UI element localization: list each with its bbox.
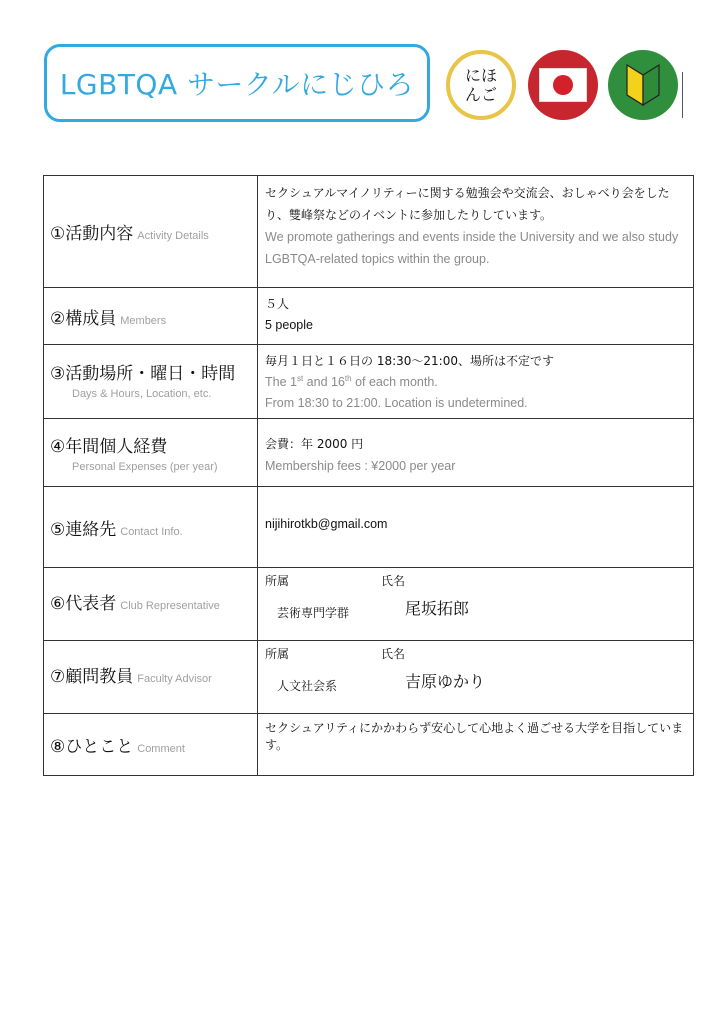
row-label-en: Days & Hours, Location, etc. — [72, 387, 212, 400]
nihongo-badge-text: にほんご — [464, 66, 497, 104]
representative-name: 尾坂拓郎 — [405, 599, 470, 618]
name-header: 氏名 — [381, 647, 406, 661]
row-label-en: Comment — [137, 743, 185, 755]
table-row — [44, 288, 694, 345]
table-row — [44, 345, 694, 419]
table-row — [44, 419, 694, 487]
advisor-name: 吉原ゆかり — [405, 672, 486, 691]
row-label-en: Club Representative — [120, 600, 220, 612]
schedule-en-line2: From 18:30 to 21:00. Location is undetermined. — [265, 396, 528, 410]
row-label-en: Activity Details — [137, 230, 209, 242]
table-row — [44, 176, 694, 288]
info-table — [43, 175, 694, 776]
expenses-en: Membership fees : ¥2000 per year — [265, 459, 456, 473]
representative-affiliation: 芸術専門学群 — [277, 606, 350, 620]
activity-en: We promote gatherings and events inside the University and we also study LGBTQA-related topics within the group. — [265, 230, 679, 266]
label-cell — [44, 288, 258, 345]
label-cell — [44, 568, 258, 641]
japan-flag-icon — [528, 50, 598, 120]
row-label-en: Contact Info. — [120, 525, 183, 538]
table-row — [44, 487, 694, 568]
label-cell — [44, 176, 258, 288]
affiliation-header: 所属 — [265, 647, 290, 661]
schedule-ja: 毎月１日と１６日の 18:30～21:00、場所は不定です — [265, 354, 554, 368]
comment-ja: セクシュアリティにかかわらず安心して心地よく過ごせる大学を目指しています。 — [265, 721, 684, 752]
label-cell — [44, 487, 258, 568]
content-cell — [258, 568, 694, 641]
activity-ja: セクシュアルマイノリティーに関する勉強会や交流会、おしゃべり会をしたり、雙峰祭などのイベントに参加したりしています。 — [265, 186, 670, 222]
row-label: ⑤連絡先 — [50, 519, 117, 540]
beginner-leaf-svg — [626, 63, 660, 107]
name-header: 氏名 — [381, 574, 406, 588]
edge-line — [682, 72, 683, 118]
content-cell — [258, 345, 694, 419]
row-label: ④年間個人経費 — [50, 437, 168, 457]
table-row — [44, 714, 694, 776]
label-cell — [44, 714, 258, 776]
row-label: ①活動内容 — [50, 224, 134, 244]
flag-field — [539, 68, 587, 102]
nihongo-badge-icon — [446, 50, 516, 120]
flag-sun — [553, 75, 573, 95]
members-ja: ５人 — [265, 297, 290, 311]
content-cell — [258, 419, 694, 487]
content-cell — [258, 288, 694, 345]
row-label-en: Faculty Advisor — [137, 673, 212, 685]
table-row — [44, 641, 694, 714]
label-cell — [44, 345, 258, 419]
row-label: ⑥代表者 — [50, 594, 117, 614]
advisor-affiliation: 人文社会系 — [277, 679, 338, 693]
row-label-en: Members — [120, 314, 167, 327]
title-box — [44, 44, 430, 122]
schedule-en: The 1st and 16th of each month. — [265, 373, 438, 389]
content-cell — [258, 641, 694, 714]
expenses-ja: 会費：年 2000 円 — [265, 437, 364, 451]
page-title: LGBTQA サークルにじひろ — [59, 68, 415, 101]
table-row — [44, 568, 694, 641]
content-cell — [258, 714, 694, 776]
label-cell — [44, 641, 258, 714]
beginner-mark-icon — [608, 50, 678, 120]
affiliation-header: 所属 — [265, 574, 290, 588]
row-label: ⑦顧問教員 — [50, 667, 134, 687]
row-label: ⑧ひとこと — [50, 737, 134, 757]
row-label-en: Personal Expenses (per year) — [72, 461, 218, 473]
row-label: ②構成員 — [50, 308, 117, 329]
contact-email[interactable]: nijihirotkb@gmail.com — [265, 517, 388, 531]
row-label: ③活動場所・曜日・時間 — [50, 363, 236, 384]
content-cell — [258, 487, 694, 568]
members-en: 5 people — [265, 318, 313, 332]
content-cell — [258, 176, 694, 288]
label-cell — [44, 419, 258, 487]
